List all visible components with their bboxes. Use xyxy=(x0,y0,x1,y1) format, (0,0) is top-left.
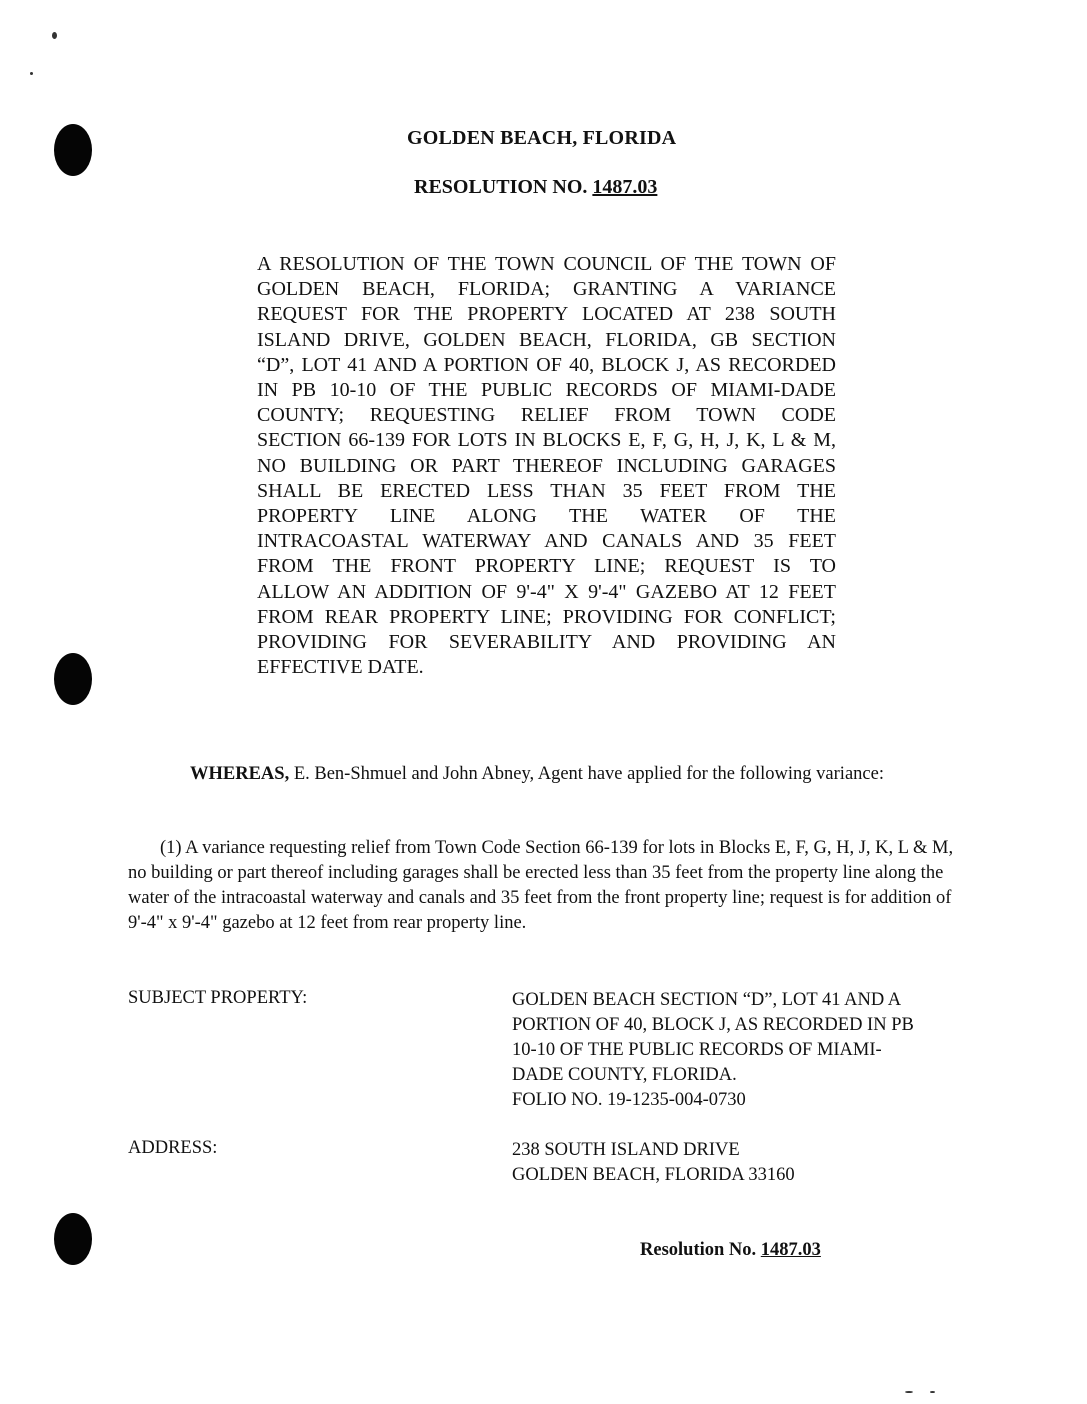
abstract-line: FROM REAR PROPERTY LINE; PROVIDING FOR CONFLICT; xyxy=(257,605,836,628)
whereas-text: E. Ben-Shmuel and John Abney, Agent have applied for the following variance: xyxy=(293,764,884,784)
resolution-abstract xyxy=(257,252,836,680)
scan-speck xyxy=(52,32,57,39)
footer-number: 1487.03 xyxy=(760,1240,821,1260)
abstract-line: SECTION 66-139 FOR LOTS IN BLOCKS E, F, G, H, J, K, L & M, xyxy=(257,429,836,452)
scan-speck xyxy=(905,1391,913,1393)
resolution-label: RESOLUTION NO. xyxy=(414,176,588,198)
subject-property-line: FOLIO NO. 19-1235-004-0730 xyxy=(512,1090,746,1110)
abstract-line: NO BUILDING OR PART THEREOF INCLUDING GARAGES xyxy=(257,454,836,477)
address-label: ADDRESS: xyxy=(128,1138,218,1158)
address-value xyxy=(512,1138,964,1188)
punch-hole xyxy=(54,653,92,705)
footer-label: Resolution No. xyxy=(640,1240,757,1260)
address-line: 238 SOUTH ISLAND DRIVE xyxy=(512,1140,740,1160)
resolution-number: 1487.03 xyxy=(592,176,658,198)
resolution-heading xyxy=(414,176,657,199)
abstract-line: ISLAND DRIVE, GOLDEN BEACH, FLORIDA, GB SECTION xyxy=(257,328,836,351)
subject-property-line: GOLDEN BEACH SECTION “D”, LOT 41 AND A xyxy=(512,990,902,1010)
abstract-line: A RESOLUTION OF THE TOWN COUNCIL OF THE TOWN OF xyxy=(257,253,836,275)
subject-property-line: 10-10 OF THE PUBLIC RECORDS OF MIAMI- xyxy=(512,1040,882,1060)
variance-item: (1) A variance requesting relief from Town Code Section 66-139 for lots in Blocks E, F, G, H, J, K, L & M, no building or part thereof including garages shall be erected less than 35 feet from the property line along the water of the intracoastal waterway and canals and 35 feet from the front property line; request is for addition of 9'-4" x 9'-4" gazebo at 12 feet from rear property line. xyxy=(128,838,954,933)
abstract-line: EFFECTIVE DATE. xyxy=(257,656,424,679)
whereas-lead: WHEREAS, xyxy=(190,764,290,784)
address-line: GOLDEN BEACH, FLORIDA 33160 xyxy=(512,1165,795,1185)
abstract-line: GOLDEN BEACH, FLORIDA; GRANTING A VARIANCE xyxy=(257,278,836,301)
scan-speck xyxy=(930,1391,935,1393)
document-title: GOLDEN BEACH, FLORIDA xyxy=(407,127,677,149)
abstract-line: PROPERTY LINE ALONG THE WATER OF THE xyxy=(257,505,836,528)
footer-resolution-ref xyxy=(640,1240,837,1261)
scan-speck xyxy=(30,72,33,75)
abstract-line: INTRACOASTAL WATERWAY AND CANALS AND 35 FEET xyxy=(257,530,836,553)
whereas-paragraph xyxy=(128,763,962,785)
abstract-line: COUNTY; REQUESTING RELIEF FROM TOWN CODE xyxy=(257,404,836,427)
abstract-line: PROVIDING FOR SEVERABILITY AND PROVIDING AN xyxy=(257,631,836,654)
abstract-line: ALLOW AN ADDITION OF 9'-4" X 9'-4" GAZEBO AT 12 FEET xyxy=(257,580,836,603)
abstract-line: IN PB 10-10 OF THE PUBLIC RECORDS OF MIAMI-DADE xyxy=(257,379,836,402)
punch-hole xyxy=(54,124,92,176)
subject-property-label: SUBJECT PROPERTY: xyxy=(128,988,308,1008)
subject-property-line: PORTION OF 40, BLOCK J, AS RECORDED IN PB xyxy=(512,1015,914,1035)
punch-hole xyxy=(54,1213,92,1265)
abstract-line: “D”, LOT 41 AND A PORTION OF 40, BLOCK J, AS RECORDED xyxy=(257,353,836,376)
subject-property-line: DADE COUNTY, FLORIDA. xyxy=(512,1065,737,1085)
abstract-line: FROM THE FRONT PROPERTY LINE; REQUEST IS TO xyxy=(257,555,836,578)
abstract-line: REQUEST FOR THE PROPERTY LOCATED AT 238 SOUTH xyxy=(257,303,836,326)
subject-property-value xyxy=(512,988,964,1113)
abstract-line: SHALL BE ERECTED LESS THAN 35 FEET FROM THE xyxy=(257,479,836,502)
